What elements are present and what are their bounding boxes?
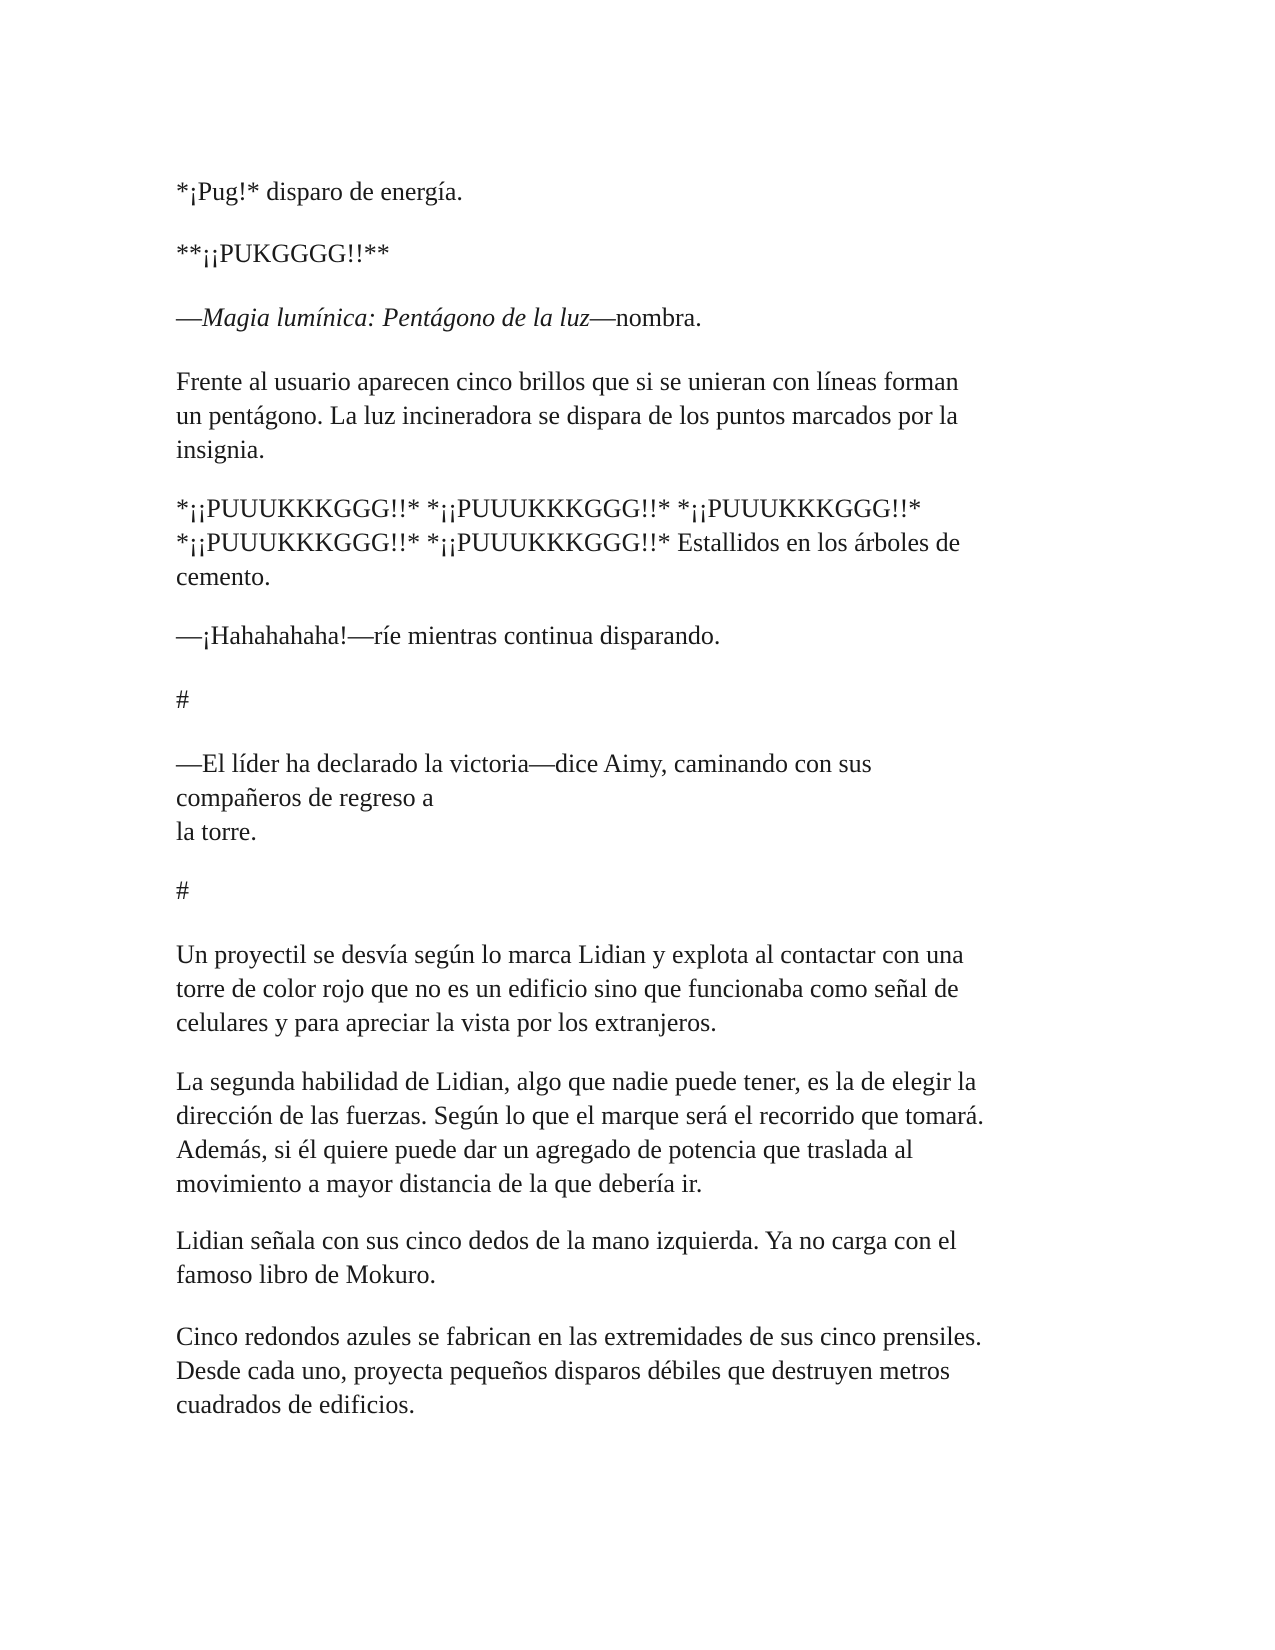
- paragraph-blue-orbs: [176, 1320, 1096, 1422]
- text-line: un pentágono. La luz incineradora se dispara de los puntos marcados por la: [176, 401, 958, 430]
- text-line: Además, si él quiere puede dar un agregado de potencia que traslada al: [176, 1135, 914, 1164]
- paragraph-second-ability: [176, 1065, 1096, 1201]
- text-line: insignia.: [176, 435, 265, 464]
- text-line: [176, 301, 1096, 335]
- paragraph-lidian-points: [176, 1224, 1096, 1292]
- text-line: La segunda habilidad de Lidian, algo que nadie puede tener, es la de elegir la: [176, 1067, 977, 1096]
- paragraph-explosions: [176, 492, 1096, 594]
- text-line: Desde cada uno, proyecta pequeños disparos débiles que destruyen metros: [176, 1356, 950, 1385]
- text-line: la torre.: [176, 817, 257, 846]
- text-line: Frente al usuario aparecen cinco brillos que si se unieran con líneas forman: [176, 367, 959, 396]
- text-line: —El líder ha declarado la victoria—dice Aimy, caminando con sus: [176, 749, 872, 778]
- text-line: Un proyectil se desvía según lo marca Lidian y explota al contactar con una: [176, 940, 964, 969]
- paragraph-projectile: [176, 938, 1096, 1040]
- spell-name: Magia lumínica: Pentágono de la luz: [202, 303, 590, 332]
- text-line: torre de color rojo que no es un edificio sino que funcionaba como señal de: [176, 974, 959, 1003]
- text-line: movimiento a mayor distancia de la que debería ir.: [176, 1169, 703, 1198]
- text-line: *¡¡PUUUKKKGGG!!* *¡¡PUUUKKKGGG!!* Estallidos en los árboles de: [176, 528, 961, 557]
- text-line: dirección de las fuerzas. Según lo que el marque será el recorrido que tomará.: [176, 1101, 984, 1130]
- paragraph-spell-dialogue: [176, 301, 1096, 335]
- text-line: —¡Hahahahaha!—ríe mientras continua disparando.: [176, 621, 721, 650]
- text-line: famoso libro de Mokuro.: [176, 1260, 436, 1289]
- text-line: compañeros de regreso a: [176, 783, 434, 812]
- paragraph-sound-effect: [176, 237, 1096, 271]
- text-line: cuadrados de edificios.: [176, 1390, 415, 1419]
- dialogue-dash: —: [176, 303, 202, 332]
- dialogue-tag: —nombra.: [589, 303, 702, 332]
- paragraph-aimy-dialogue: [176, 747, 1096, 849]
- paragraph-laughter: [176, 619, 1096, 653]
- text-line: celulares y para apreciar la vista por los extranjeros.: [176, 1008, 717, 1037]
- paragraph-pug-shot: [176, 175, 1096, 209]
- text-line: Cinco redondos azules se fabrican en las extremidades de sus cinco prensiles.: [176, 1322, 982, 1351]
- scene-break: [176, 874, 1096, 908]
- text-line: cemento.: [176, 562, 271, 591]
- scene-break: [176, 683, 1096, 717]
- text-line: **¡¡PUKGGGG!!**: [176, 239, 390, 268]
- text-line: *¡Pug!* disparo de energía.: [176, 177, 463, 206]
- text-line: #: [176, 876, 189, 905]
- paragraph-pentagon-description: [176, 365, 1096, 467]
- text-line: Lidian señala con sus cinco dedos de la mano izquierda. Ya no carga con el: [176, 1226, 957, 1255]
- text-line: *¡¡PUUUKKKGGG!!* *¡¡PUUUKKKGGG!!* *¡¡PUUUKKKGGG!!*: [176, 494, 922, 523]
- text-line: #: [176, 685, 189, 714]
